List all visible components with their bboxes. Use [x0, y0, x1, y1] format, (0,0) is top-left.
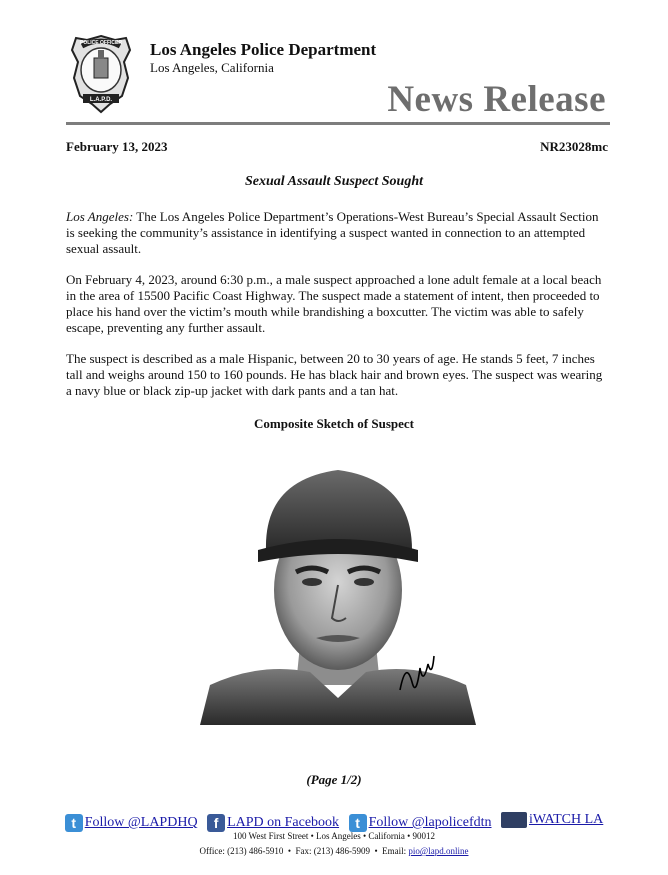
fax-number: Fax: (213) 486-5909: [295, 846, 371, 856]
twitter-lapdhq-link[interactable]: Follow @LAPDHQ: [84, 815, 198, 830]
email-label: Email:: [382, 846, 409, 856]
svg-text:L.A.P.D.: L.A.P.D.: [89, 97, 113, 103]
twitter-foundation-link-item: [349, 814, 492, 832]
org-name: Los Angeles Police Department: [150, 40, 377, 59]
release-number: NR23028mc: [540, 139, 608, 154]
iwatch-la-icon[interactable]: [501, 812, 527, 828]
release-title: News Release: [387, 79, 606, 120]
office-phone: Office: (213) 486-5910: [199, 846, 284, 856]
paragraph-intro: [66, 209, 606, 257]
svg-text:POLICE OFFICER: POLICE OFFICER: [80, 40, 122, 46]
email-link[interactable]: pio@lapd.online: [408, 846, 469, 856]
lapd-badge-logo: [70, 34, 132, 114]
page-number: (Page 1/2): [306, 772, 362, 787]
dateline: Los Angeles:: [66, 209, 134, 224]
headline: Sexual Assault Suspect Sought: [244, 174, 424, 189]
iwatch-la-link[interactable]: iWATCH LA: [529, 812, 604, 827]
footer-address: 100 West First Street • Los Angeles • California • 90012: [232, 831, 436, 841]
header-divider: [66, 122, 610, 125]
social-links-bar: [0, 812, 668, 833]
paragraph-incident: On February 4, 2023, around 6:30 p.m., a male suspect approached a lone adult female at a local beach in the area of 15500 Pacific Coast Highway. The suspect made a statement of intent, then proceeded to place his hand over the victim’s mouth while brandishing a boxcutter. The victim was able to safely escape, preventing any further assault.: [66, 272, 602, 335]
composite-sketch-image: [200, 440, 476, 725]
iwatch-link-item: [501, 812, 603, 828]
footer-contact: Office: (213) 486-5910 • Fax: (213) 486-5909 • Email: pio@lapd.online: [199, 846, 469, 856]
release-date: February 13, 2023: [66, 139, 168, 154]
facebook-link[interactable]: LAPD on Facebook: [227, 815, 340, 830]
twitter-link-item: [65, 814, 198, 832]
twitter-lapolicefdtn-link[interactable]: Follow @lapolicefdtn: [368, 815, 492, 830]
facebook-f-icon[interactable]: f: [207, 814, 225, 832]
paragraph-intro-text: The Los Angeles Police Department’s Operations-West Bureau’s Special Assault Section is seeking the community’s assistance in identifying a suspect wanted in connection to an attempted sexual assault.: [66, 209, 599, 256]
paragraph-description: The suspect is described as a male Hispanic, between 20 to 30 years of age. He stands 5 feet, 7 inches tall and weighs around 150 to 160 pounds. He has black hair and brown eyes. The suspect was wearing a navy blue or black zip-up jacket with dark pants and a tan hat.: [66, 351, 603, 398]
sketch-caption: Composite Sketch of Suspect: [254, 416, 414, 431]
twitter-bird-icon[interactable]: t: [349, 814, 367, 832]
facebook-link-item: [207, 814, 339, 832]
org-location: Los Angeles, California: [150, 60, 274, 75]
twitter-bird-icon[interactable]: t: [65, 814, 83, 832]
